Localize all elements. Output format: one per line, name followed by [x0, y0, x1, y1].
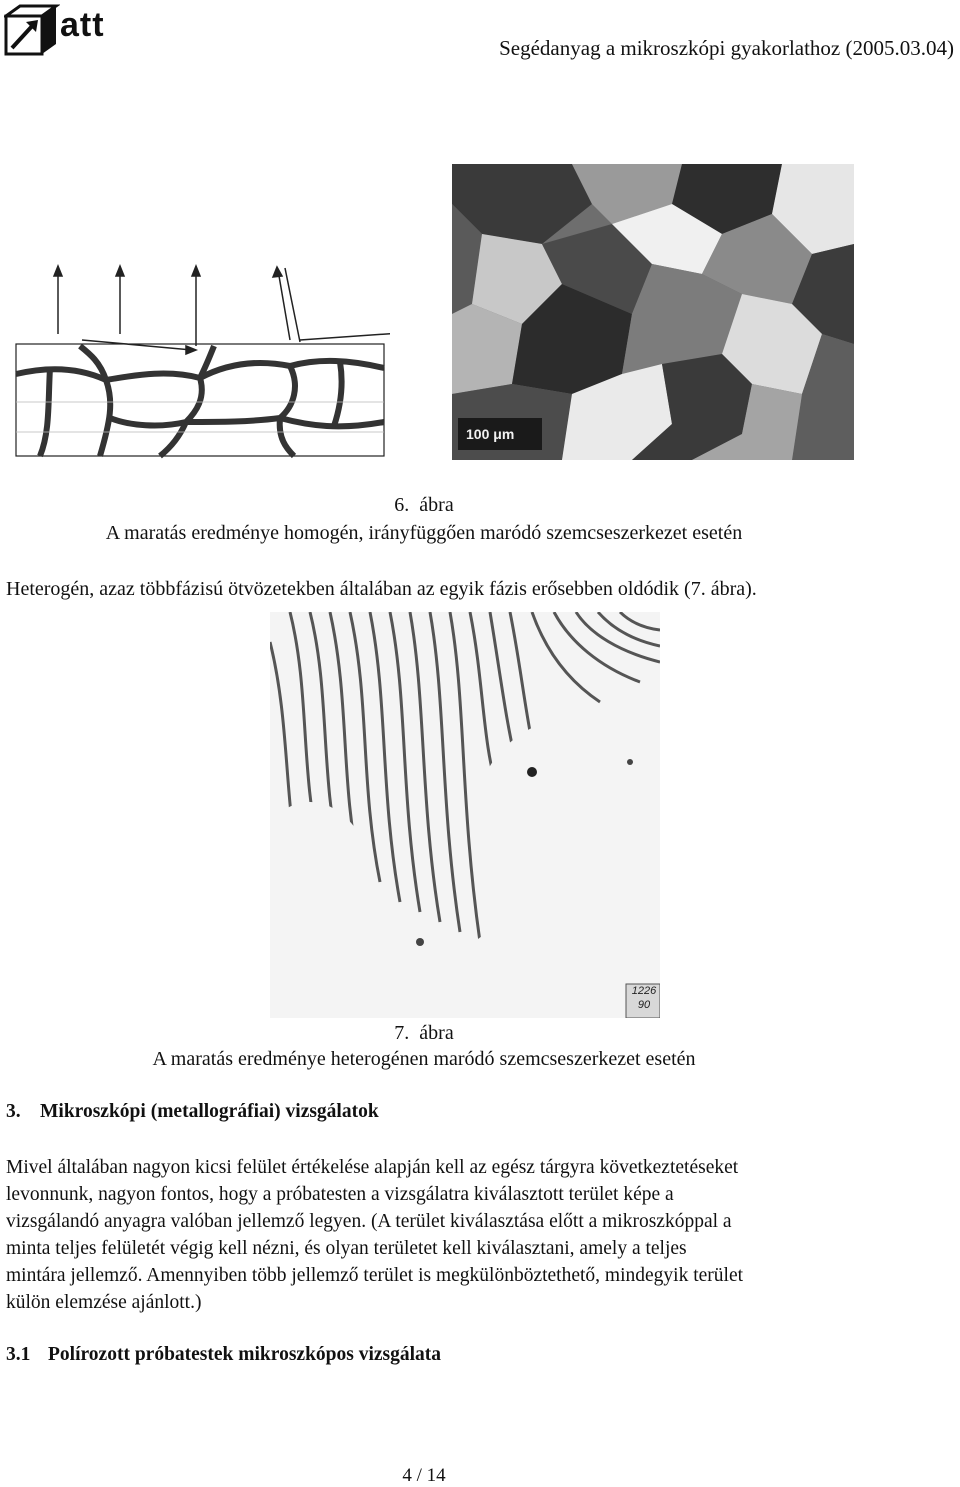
figure7-caption-number: [0, 1022, 848, 1045]
paragraph-line: levonnunk, nagyon fontos, hogy a próbatesten a vizsgálatra kiválasztott terület képe a: [6, 1184, 674, 1205]
section31-title: Polírozott próbatestek mikroszkópos vizsgálata: [48, 1344, 442, 1365]
figure6-micrograph: [452, 164, 854, 460]
logo-text: att: [60, 6, 105, 44]
figure7-number: 7.: [394, 1022, 410, 1044]
figure7-caption: A maratás eredménye heterogénen maródó szemcseszerkezet esetén: [152, 1048, 696, 1070]
section31-heading: [6, 1344, 441, 1366]
figure7-scale-line1: 1226: [631, 985, 657, 997]
section3-heading: [6, 1101, 379, 1123]
paragraph-line: mintára jellemző. Amennyiben több jellemző terület is megkülönböztethető, mindegyik terület: [6, 1265, 744, 1286]
figure6-schematic: [10, 262, 390, 462]
paragraph-line: Mivel általában nagyon kicsi felület értékelése alapján kell az egész tárgyra következtetéseket: [6, 1157, 739, 1178]
grain-etching-diagram: [10, 262, 390, 462]
section3-number: 3.: [6, 1101, 21, 1122]
figure6-caption-number: [0, 494, 848, 517]
paragraph-heterogeneous: Heterogén, azaz többfázisú ötvözetekben általában az egyik fázis erősebben oldódik (7. ábra).: [6, 578, 757, 600]
section3-title: Mikroszkópi (metallográfiai) vizsgálatok: [40, 1101, 379, 1122]
paragraph-line: minta teljes felületét végig kell nézni, és olyan területet kell kiválasztani, amely a teljes: [6, 1238, 687, 1259]
figure7-micrograph: [270, 612, 660, 1018]
figure6-scale-label: 100 μm: [466, 426, 515, 442]
paragraph-line: külön elemzése ajánlott.): [6, 1292, 202, 1313]
lamellar-micrograph-image: [270, 612, 660, 1018]
figure6-label: ábra: [419, 494, 454, 516]
cube-logo-icon: [4, 4, 60, 58]
figure6-number: 6.: [394, 494, 410, 516]
figure7-scale-line2: 90: [637, 999, 651, 1011]
figure7-scale-label: [628, 984, 660, 1012]
paragraph-line: vizsgálandó anyagra valóban jellemző legyen. (A terület kiválasztása előtt a mikroszkóppal a: [6, 1211, 732, 1232]
figure6-caption: A maratás eredménye homogén, irányfüggően maródó szemcseszerkezet esetén: [105, 522, 743, 544]
figure7-label: ábra: [419, 1022, 454, 1044]
page-number: 4 / 14: [402, 1465, 446, 1486]
grain-micrograph-image: [452, 164, 854, 460]
section31-number: 3.1: [6, 1344, 31, 1365]
section3-paragraph: [6, 1154, 743, 1316]
header-title: Segédanyag a mikroszkópi gyakorlathoz (2005.03.04): [499, 36, 954, 60]
